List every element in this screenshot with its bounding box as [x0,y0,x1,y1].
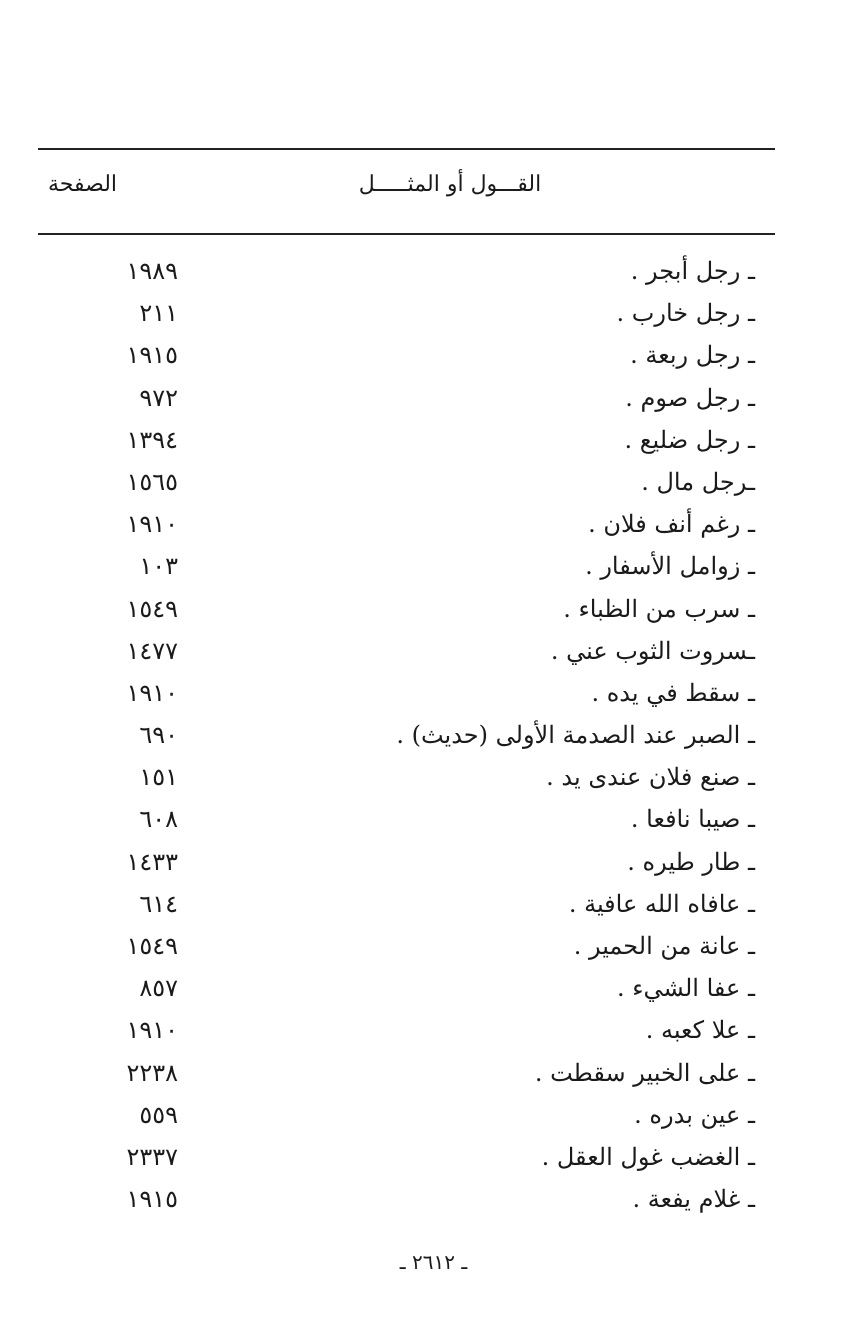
page-reference: ١٩١٥ [126,1185,178,1214]
saying-column-header: القـــول أو المثـــــل [358,172,542,197]
saying-text: ـ علا كعبه . [645,1016,755,1045]
saying-text: ـسروت الثوب عني . [550,636,755,665]
list-item [38,545,775,587]
list-item [38,1094,775,1136]
list-item [38,798,775,840]
saying-text: ـ صنع فلان عندى يد . [546,763,755,792]
saying-text: ـ عانة من الحمير . [573,932,755,960]
saying-text: ـ الصبر عند الصدمة الأولى (حديث) . [396,721,755,750]
saying-text: ـ رجل خارب . [616,299,755,328]
page-reference: ٦١٤ [139,889,178,918]
saying-text: ـ عين بدره . [634,1100,755,1129]
list-item [38,1136,775,1178]
page-reference: ٦٩٠ [139,721,178,750]
list-item [38,714,775,756]
list-item [38,883,775,925]
page-column-header: الصفحة [48,172,118,197]
page-reference: ٩٧٢ [139,383,178,412]
page-reference: ٥٥٩ [139,1100,178,1129]
page-reference: ١٥٤٩ [126,932,178,960]
list-item [38,841,775,883]
page-reference: ١٩٨٩ [126,257,178,285]
saying-text: ـرجل مال . [641,467,755,496]
page-reference: ١٩١٠ [126,510,178,539]
page-reference: ٦٠٨ [139,805,178,834]
saying-text: ـ زوامل الأسفار . [585,552,755,581]
page-number: ـ ٢٦١٢ ـ [399,1250,468,1274]
entries-list [38,250,775,1220]
list-item [38,334,775,376]
page-reference: ١٩١٠ [126,1016,178,1045]
list-item [38,1052,775,1094]
page-reference: ٢٣٣٧ [126,1142,178,1171]
saying-text: ـ رغم أنف فلان . [588,510,755,539]
saying-text: ـ رجل أبجر . [630,257,755,285]
page-reference: ١٠٣ [139,552,178,581]
list-item [38,588,775,630]
page-reference: ١٤٧٧ [126,636,178,665]
saying-text: ـ رجل صوم . [625,383,755,412]
page-reference: ١٥٤٩ [126,594,178,623]
page-reference: ١٤٣٣ [126,847,178,876]
page-reference: ١٥١ [139,763,178,792]
saying-text: ـ رجل ربعة . [630,341,755,370]
page-reference: ٢٢٣٨ [126,1058,178,1087]
page-reference: ٢١١ [139,299,178,328]
list-item [38,419,775,461]
list-item [38,967,775,1009]
list-item [38,503,775,545]
saying-text: ـ صيبا نافعا . [630,805,755,834]
saying-text: ـ على الخبير سقطت . [534,1058,755,1087]
list-item [38,250,775,292]
list-item [38,377,775,419]
page-reference: ١٣٩٤ [126,425,178,454]
list-item [38,1178,775,1220]
saying-text: ـ سرب من الظباء . [563,594,755,623]
list-item [38,292,775,334]
list-item [38,461,775,503]
saying-text: ـ عافاه الله عافية . [568,889,755,918]
saying-text: ـ الغضب غول العقل . [541,1142,755,1171]
top-rule [38,148,775,150]
list-item [38,630,775,672]
page-reference: ١٥٦٥ [126,467,178,496]
saying-text: ـ سقط في يده . [591,678,755,707]
page-reference: ٨٥٧ [139,974,178,1003]
saying-text: ـ غلام يفعة . [632,1185,755,1214]
page-reference: ١٩١٥ [126,341,178,370]
saying-text: ـ طار طيره . [627,847,755,876]
list-item [38,1009,775,1051]
page-reference: ١٩١٠ [126,678,178,707]
list-item [38,925,775,967]
saying-text: ـ عفا الشيء . [617,974,755,1003]
list-item [38,672,775,714]
saying-text: ـ رجل ضليع . [624,425,755,454]
list-item [38,756,775,798]
header-rule [38,233,775,235]
